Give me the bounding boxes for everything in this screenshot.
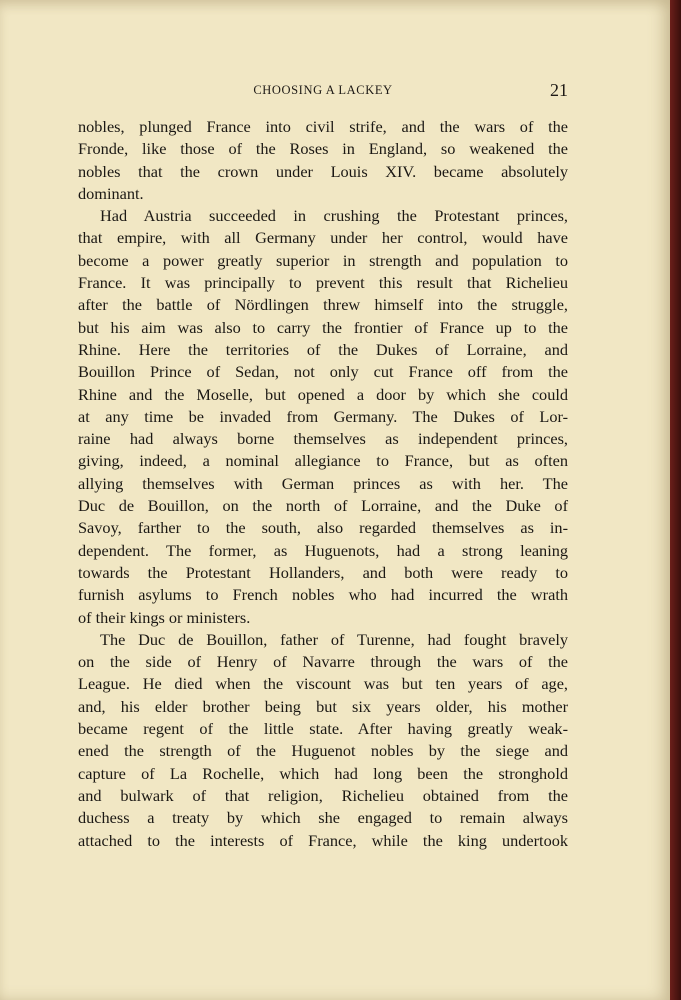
text-line: and, his elder brother being but six years older, his mother <box>78 696 568 716</box>
text-line: but his aim was also to carry the frontier of France up to the <box>78 317 568 337</box>
text-line: The Duc de Bouillon, father of Turenne, had fought bravely <box>100 629 568 649</box>
text-line: Rhine and the Moselle, but opened a door by which she could <box>78 384 568 404</box>
text-line: at any time be invaded from Germany. The Dukes of Lor- <box>78 406 568 426</box>
text-line: dominant. <box>78 183 144 203</box>
text-line: Had Austria succeeded in crushing the Protestant princes, <box>100 206 568 226</box>
text-line: League. He died when the viscount was but ten years of age, <box>78 674 568 694</box>
text-line: capture of La Rochelle, which had long been the stronghold <box>78 763 568 783</box>
text-line: Fronde, like those of the Roses in England, so weakened the <box>78 139 568 159</box>
text-line: towards the Protestant Hollanders, and both were ready to <box>78 562 568 582</box>
text-line: became regent of the little state. After having greatly weak- <box>78 719 568 739</box>
text-line: giving, indeed, a nominal allegiance to France, but as often <box>78 451 568 471</box>
page-number: 21 <box>550 80 568 100</box>
text-line: that empire, with all Germany under her control, would have <box>78 228 568 248</box>
text-line: dependent. The former, as Huguenots, had a strong leaning <box>78 540 568 560</box>
text-line: France. It was principally to prevent this result that Richelieu <box>78 273 568 293</box>
running-head <box>78 80 568 102</box>
text-line: attached to the interests of France, while the king undertook <box>78 830 568 850</box>
text-line: Rhine. Here the territories of the Dukes of Lorraine, and <box>78 339 568 359</box>
text-line: Savoy, farther to the south, also regarded themselves as in- <box>78 518 568 538</box>
text-line: Bouillon Prince of Sedan, not only cut France off from the <box>78 362 568 382</box>
paragraph-2 <box>78 205 568 629</box>
text-line: allying themselves with German princes as with her. The <box>78 473 568 493</box>
paragraph-1 <box>78 116 568 205</box>
text-line: and bulwark of that religion, Richelieu obtained from the <box>78 785 568 805</box>
text-line: after the battle of Nördlingen threw himself into the struggle, <box>78 295 568 315</box>
text-line: nobles, plunged France into civil strife, and the wars of the <box>78 117 568 136</box>
text-line: nobles that the crown under Louis XIV. became absolutely <box>78 161 568 181</box>
text-line: Duc de Bouillon, on the north of Lorraine, and the Duke of <box>78 496 568 516</box>
body-text <box>78 116 568 852</box>
book-cover-edge <box>670 0 681 1000</box>
text-line: become a power greatly superior in strength and population to <box>78 250 568 270</box>
paragraph-3 <box>78 629 568 852</box>
running-head-title: CHOOSING A LACKEY <box>253 83 393 97</box>
text-line: of their kings or ministers. <box>78 607 251 627</box>
text-line: on the side of Henry of Navarre through the wars of the <box>78 652 568 672</box>
text-line: furnish asylums to French nobles who had incurred the wrath <box>78 585 568 605</box>
text-line: duchess a treaty by which she engaged to remain always <box>78 808 568 828</box>
text-line: raine had always borne themselves as independent princes, <box>78 429 568 449</box>
text-line: ened the strength of the Huguenot nobles by the siege and <box>78 741 568 761</box>
